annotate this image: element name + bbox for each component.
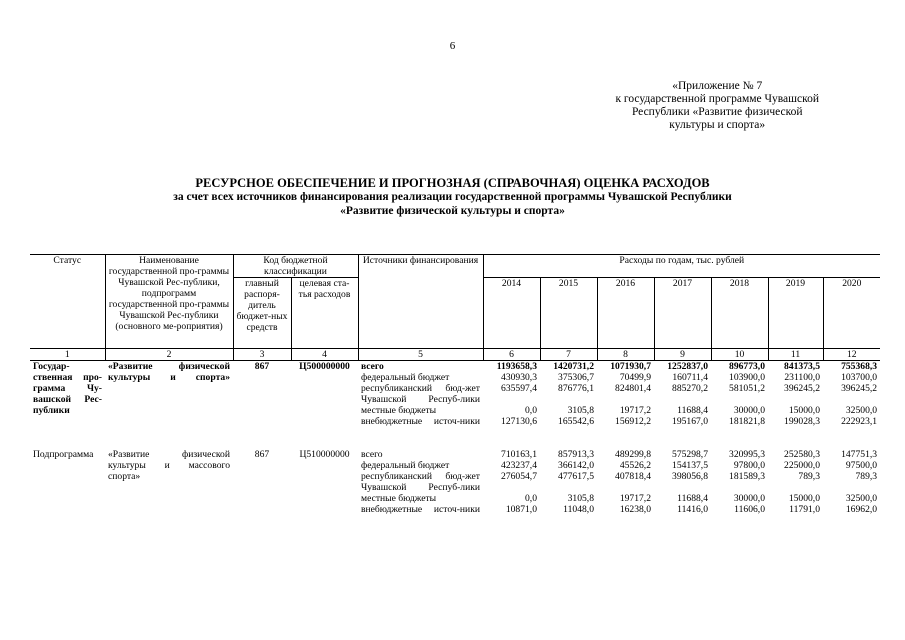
column-number: 3: [233, 349, 291, 361]
row-value: 789,3: [855, 471, 878, 482]
row-value: 824801,4: [615, 383, 651, 394]
row-value: 165542,6: [558, 416, 594, 427]
row-funding-source: федеральный бюджет: [361, 460, 450, 471]
row-value: 885270,2: [672, 383, 708, 394]
row-value: 398056,8: [672, 471, 708, 482]
row-value: 477617,5: [558, 471, 594, 482]
row-value: 320995,3: [729, 449, 765, 460]
row-value: 222923,1: [841, 416, 878, 427]
title-line-2: за счет всех источников финансирования реализации государственной программы Чувашской Республики: [173, 191, 732, 203]
row-main-manager: 867: [254, 449, 270, 460]
row-value: 181821,8: [729, 416, 765, 427]
row-value: 10871,0: [505, 504, 537, 515]
header-status: Статус: [30, 255, 105, 349]
column-number: 12: [823, 349, 880, 361]
row-value: 19717,2: [619, 493, 651, 504]
row-value: 635597,4: [501, 383, 537, 394]
column-number: 4: [291, 349, 358, 361]
row-value: 0,0: [525, 493, 537, 504]
row-value: 11606,0: [734, 504, 765, 515]
row-program-name: «Развитие физической культуры и спорта»: [108, 361, 230, 383]
row-program-name: «Развитие физической культуры и массового спорта»: [108, 449, 230, 482]
row-value: 11688,4: [677, 493, 708, 504]
column-number: 10: [711, 349, 768, 361]
row-main-manager: 867: [254, 361, 270, 372]
row-value: 11688,4: [677, 405, 708, 416]
row-value: 1071930,7: [610, 361, 651, 372]
header-year: 2015: [540, 278, 597, 349]
row-funding-source: всего: [361, 361, 384, 372]
row-value: 154137,5: [672, 460, 708, 471]
row-value: 195167,0: [672, 416, 708, 427]
row-value: 896773,0: [729, 361, 765, 372]
row-value: 407818,4: [615, 471, 651, 482]
header-year: 2020: [823, 278, 880, 349]
appendix-heading: [615, 80, 819, 132]
column-number: 2: [105, 349, 233, 361]
row-value: 30000,0: [733, 493, 765, 504]
row-value: 11791,0: [789, 504, 820, 515]
row-funding-source: внебюджетные источ-ники: [361, 416, 480, 427]
row-value: 231100,0: [784, 372, 820, 383]
row-value: 15000,0: [788, 493, 820, 504]
row-value: 70499,9: [619, 372, 651, 383]
header-main-manager: главный распоря-дитель бюджет-ных средств: [233, 278, 291, 349]
row-value: 841373,5: [784, 361, 820, 372]
row-value: 755368,3: [841, 361, 878, 372]
row-value: 103900,0: [729, 372, 765, 383]
row-value: 366142,0: [558, 460, 594, 471]
row-value: 3105,8: [567, 405, 594, 416]
row-value: 375306,7: [558, 372, 594, 383]
row-value: 160711,4: [672, 372, 708, 383]
row-value: 16962,0: [845, 504, 878, 515]
header-year: 2019: [768, 278, 823, 349]
row-value: 32500,0: [845, 405, 878, 416]
row-value: 1193658,3: [496, 361, 537, 372]
row-value: 181589,3: [729, 471, 765, 482]
row-value: 19717,2: [619, 405, 651, 416]
row-funding-source: всего: [361, 449, 383, 460]
row-value: 1420731,2: [553, 361, 594, 372]
header-sources: Источники финансирования: [358, 255, 483, 349]
row-value: 156912,2: [615, 416, 651, 427]
row-value: 430930,3: [501, 372, 537, 383]
row-value: 876776,1: [558, 383, 594, 394]
row-value: 0,0: [525, 405, 537, 416]
row-value: 581051,2: [729, 383, 765, 394]
table-row: [30, 449, 880, 460]
column-number: 8: [597, 349, 654, 361]
header-expenses: Расходы по годам, тыс. рублей: [483, 255, 880, 278]
column-number: 6: [483, 349, 540, 361]
row-value: 97500,0: [845, 460, 878, 471]
row-value: 225000,0: [784, 460, 820, 471]
row-funding-source: внебюджетные источ-ники: [361, 504, 480, 515]
column-number: 11: [768, 349, 823, 361]
row-target-article: Ц500000000: [299, 361, 350, 372]
row-funding-source: республиканский бюд-жет Чувашской Респуб-лики: [361, 383, 480, 405]
row-value: 30000,0: [733, 405, 765, 416]
block-spacer: [30, 427, 880, 449]
header-year: 2018: [711, 278, 768, 349]
header-year: 2016: [597, 278, 654, 349]
title-line-1: РЕСУРСНОЕ ОБЕСПЕЧЕНИЕ И ПРОГНОЗНАЯ (СПРАВОЧНАЯ) ОЦЕНКА РАСХОДОВ: [195, 176, 710, 190]
page-number: 6: [449, 40, 456, 52]
row-funding-source: местные бюджеты: [361, 405, 437, 416]
row-value: 789,3: [798, 471, 820, 482]
row-value: 1252837,0: [667, 361, 708, 372]
title-line-3: «Развитие физической культуры и спорта»: [340, 205, 565, 217]
row-target-article: Ц510000000: [299, 449, 350, 460]
header-target-article: целевая ста-тья расходов: [291, 278, 358, 349]
appendix-line-3: Республики «Развитие физической: [631, 106, 803, 118]
row-value: 710163,1: [501, 449, 537, 460]
row-value: 97800,0: [733, 460, 765, 471]
column-number: 7: [540, 349, 597, 361]
row-value: 45526,2: [619, 460, 651, 471]
row-value: 103700,0: [841, 372, 878, 383]
row-value: 575298,7: [672, 449, 708, 460]
row-value: 396245,2: [784, 383, 820, 394]
column-number-row: [30, 349, 880, 361]
row-value: 423237,4: [501, 460, 537, 471]
column-number: 9: [654, 349, 711, 361]
header-year: 2014: [483, 278, 540, 349]
row-value: 32500,0: [845, 493, 878, 504]
row-value: 489299,8: [615, 449, 651, 460]
table-row: [30, 361, 880, 373]
row-value: 199028,3: [784, 416, 820, 427]
row-value: 396245,2: [841, 383, 878, 394]
appendix-line-4: культуры и спорта»: [669, 119, 766, 131]
row-value: 16238,0: [619, 504, 651, 515]
header-year: 2017: [654, 278, 711, 349]
row-value: 857913,3: [558, 449, 594, 460]
row-funding-source: республиканский бюд-жет Чувашской Респуб-лики: [361, 471, 480, 493]
row-value: 11048,0: [563, 504, 594, 515]
row-status: Государ-ственная про-грамма Чу-вашской Рес-публики: [33, 361, 102, 416]
row-value: 147751,3: [841, 449, 878, 460]
row-value: 11416,0: [677, 504, 708, 515]
row-funding-source: местные бюджеты: [361, 493, 437, 504]
spacer-cell: [30, 427, 880, 449]
header-name: Наименование государственной про-граммы Чувашской Рес-публики, подпрограмм государственной про-граммы Чувашской Рес-публики (основного ме-роприятия): [105, 255, 233, 349]
row-value: 276054,7: [501, 471, 537, 482]
column-number: 5: [358, 349, 483, 361]
row-value: 15000,0: [788, 405, 820, 416]
column-number: 1: [30, 349, 105, 361]
table-body: [30, 361, 880, 516]
header-budget-code: Код бюджетной классификации: [233, 255, 358, 278]
row-funding-source: федеральный бюджет: [361, 372, 450, 383]
document-title: [0, 176, 905, 218]
row-value: 127130,6: [501, 416, 537, 427]
row-status: Подпрограмма: [33, 449, 94, 460]
row-value: 252580,3: [784, 449, 820, 460]
row-value: 3105,8: [567, 493, 594, 504]
appendix-line-2: к государственной программе Чувашской: [615, 93, 819, 105]
resource-table: [30, 254, 880, 515]
appendix-line-1: «Приложение № 7: [672, 80, 763, 92]
